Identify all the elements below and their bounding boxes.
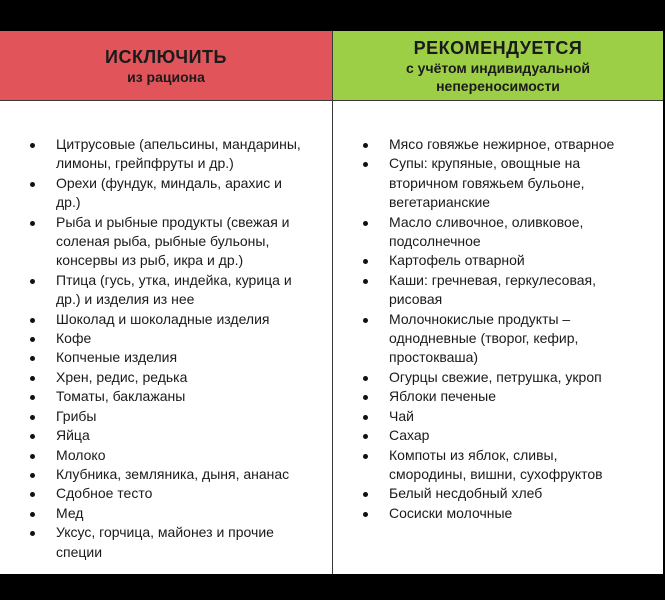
- exclude-item-text-line: консервы из рыб, икра и др.): [56, 252, 244, 269]
- exclude-list-item: [26, 523, 330, 562]
- recommend-list-item: [359, 504, 659, 523]
- exclude-list-container: [26, 135, 330, 562]
- exclude-item-text-line: лимоны, грейпфруты и др.): [56, 155, 234, 172]
- exclude-item-text-line: Цитрусовые (апельсины, мандарины,: [56, 136, 301, 152]
- exclude-header: [0, 31, 332, 101]
- recommend-list: [359, 135, 659, 523]
- recommend-header: [333, 31, 663, 101]
- recommend-list-item: [359, 484, 659, 503]
- recommend-item-text-line: Компоты из яблок, сливы,: [389, 446, 558, 463]
- exclude-item-text-line: Клубника, земляника, дыня, ананас: [56, 465, 290, 482]
- exclude-item-text-line: Рыба и рыбные продукты (свежая и: [56, 213, 290, 230]
- recommend-list-item: [359, 387, 659, 406]
- exclude-list-item: [26, 484, 330, 503]
- exclude-item-text-line: др.): [56, 194, 81, 211]
- exclude-item-text-line: др.) и изделия из нее: [56, 291, 195, 308]
- exclude-item-text-line: Копченые изделия: [56, 349, 178, 366]
- recommend-item-text-line: простокваша): [389, 349, 479, 366]
- recommend-item-text-line: смородины, вишни, сухофруктов: [389, 465, 603, 482]
- exclude-list-item: [26, 387, 330, 406]
- recommend-list-item: [359, 407, 659, 426]
- recommend-list-item: [359, 271, 659, 310]
- recommend-item-text-line: Масло сливочное, оливковое,: [389, 213, 584, 230]
- recommend-item-text-line: вегетарианские: [389, 194, 491, 211]
- recommend-item-text-line: подсолнечное: [389, 233, 481, 250]
- recommend-item-text-line: однодневные (творог, кефир,: [389, 330, 579, 347]
- diet-table: [0, 31, 663, 574]
- exclude-item-text-line: Сдобное тесто: [56, 485, 153, 502]
- exclude-list-item: [26, 213, 330, 271]
- recommend-list-item: [359, 154, 659, 212]
- recommend-item-text-line: Белый несдобный хлеб: [389, 485, 543, 502]
- recommend-item-text-line: Мясо говяжье нежирное, отварное: [389, 136, 615, 152]
- exclude-subtitle: из рациона: [127, 68, 205, 85]
- exclude-list-item: [26, 446, 330, 465]
- recommend-list-item: [359, 135, 659, 154]
- recommend-subtitle-line-2: непереносимости: [436, 77, 560, 94]
- recommend-subtitle-line-1: с учётом индивидуальной: [406, 59, 590, 76]
- exclude-list-item: [26, 504, 330, 523]
- exclude-item-text-line: Томаты, баклажаны: [56, 388, 186, 405]
- recommend-item-text-line: Сосиски молочные: [389, 504, 513, 521]
- exclude-list-item: [26, 135, 330, 174]
- exclude-list-item: [26, 407, 330, 426]
- column-divider: [332, 31, 333, 574]
- recommend-list-item: [359, 310, 659, 368]
- recommend-item-text-line: Картофель отварной: [389, 252, 525, 269]
- recommend-item-text-line: рисовая: [389, 291, 443, 308]
- exclude-list: [26, 135, 330, 562]
- exclude-item-text-line: Уксус, горчица, майонез и прочие: [56, 524, 274, 541]
- exclude-list-item: [26, 310, 330, 329]
- recommend-item-text-line: Чай: [389, 407, 414, 424]
- exclude-list-item: [26, 271, 330, 310]
- recommend-list-item: [359, 368, 659, 387]
- exclude-item-text-line: Молоко: [56, 446, 106, 463]
- recommend-item-text-line: Яблоки печеные: [389, 388, 497, 405]
- exclude-item-text-line: Орехи (фундук, миндаль, арахис и: [56, 174, 282, 191]
- exclude-item-text-line: Хрен, редис, редька: [56, 368, 188, 385]
- exclude-item-text-line: Грибы: [56, 407, 97, 424]
- recommend-item-text-line: Сахар: [389, 427, 430, 444]
- recommend-list-item: [359, 251, 659, 270]
- exclude-list-item: [26, 348, 330, 367]
- exclude-item-text-line: соленая рыба, рыбные бульоны,: [56, 233, 270, 250]
- recommend-item-text-line: Огурцы свежие, петрушка, укроп: [389, 368, 602, 385]
- recommend-title: РЕКОМЕНДУЕТСЯ: [413, 37, 583, 58]
- recommend-item-text-line: Каши: гречневая, геркулесовая,: [389, 271, 597, 288]
- exclude-title: ИСКЛЮЧИТЬ: [105, 46, 227, 67]
- exclude-list-item: [26, 465, 330, 484]
- exclude-item-text-line: специи: [56, 543, 103, 560]
- recommend-item-text-line: вторичном говяжьем бульоне,: [389, 174, 585, 191]
- exclude-list-item: [26, 329, 330, 348]
- exclude-list-item: [26, 174, 330, 213]
- recommend-item-text-line: Молочнокислые продукты –: [389, 310, 571, 327]
- exclude-item-text-line: Яйца: [56, 427, 90, 444]
- exclude-item-text-line: Мед: [56, 504, 84, 521]
- exclude-list-item: [26, 368, 330, 387]
- recommend-item-text-line: Супы: крупяные, овощные на: [389, 155, 581, 172]
- recommend-list-item: [359, 426, 659, 445]
- exclude-list-item: [26, 426, 330, 445]
- recommend-list-container: [359, 135, 659, 523]
- exclude-item-text-line: Кофе: [56, 330, 92, 347]
- exclude-item-text-line: Шоколад и шоколадные изделия: [56, 310, 270, 327]
- exclude-item-text-line: Птица (гусь, утка, индейка, курица и: [56, 271, 292, 288]
- recommend-list-item: [359, 213, 659, 252]
- recommend-list-item: [359, 446, 659, 485]
